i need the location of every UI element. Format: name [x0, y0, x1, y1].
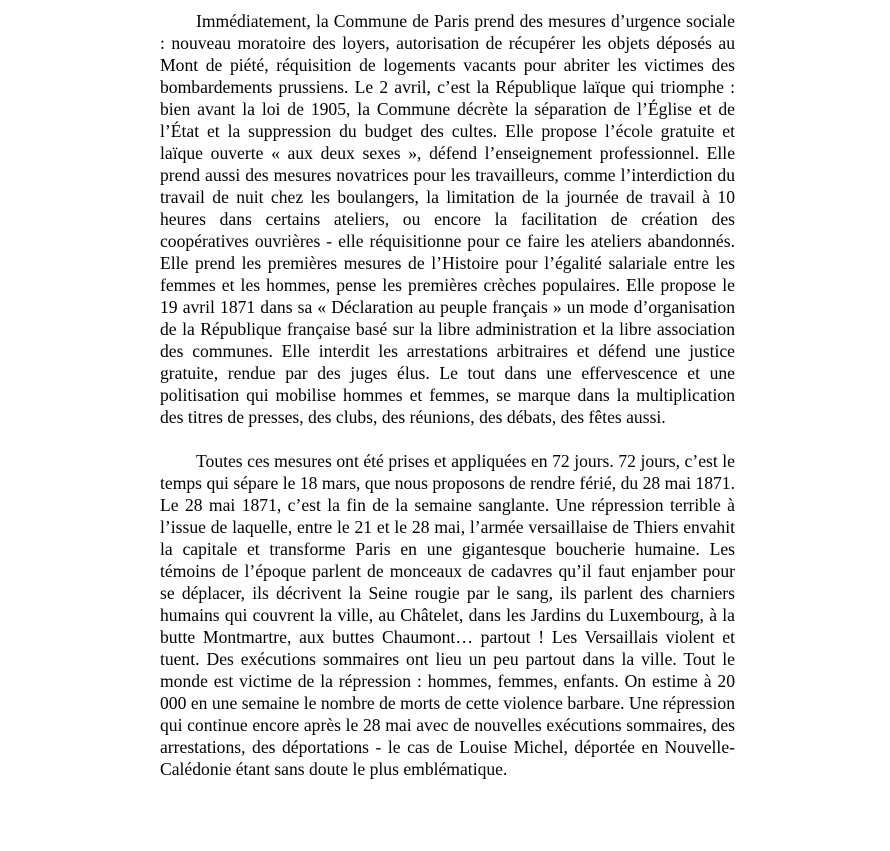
document-page: [160, 10, 735, 780]
paragraph-bloody-week: Toutes ces mesures ont été prises et appliquées en 72 jours. 72 jours, c’est le temps qui sépare le 18 mars, que nous proposons de rendre férié, du 28 mai 1871. Le 28 mai 1871, c’est la fin de la semaine sanglante. Une répression terrible à l’issue de laquelle, entre le 21 et le 28 mai, l’armée versaillaise de Thiers envahit la capitale et transforme Paris en une gigantesque boucherie humaine. Les témoins de l’époque parlent de monceaux de cadavres qu’il faut enjamber pour se déplacer, ils décrivent la Seine rougie par le sang, ils parlent des charniers humains qui couvrent la ville, au Châtelet, dans les Jardins du Luxembourg, à la butte Montmartre, aux buttes Chaumont… partout ! Les Versaillais violent et tuent. Des exécutions sommaires ont lieu un peu partout dans la ville. Tout le monde est victime de la répression : hommes, femmes, enfants. On estime à 20 000 en une semaine le nombre de morts de cette violence barbare. Une répression qui continue encore après le 28 mai avec de nouvelles exécutions sommaires, des arrestations, des déportations - le cas de Louise Michel, déportée en Nouvelle-Calédonie étant sans doute le plus emblématique.: [160, 451, 735, 779]
paragraph-commune-measures: Immédiatement, la Commune de Paris prend des mesures d’urgence sociale : nouveau moratoire des loyers, autorisation de récupérer les objets déposés au Mont de piété, réquisition de logements vacants pour abriter les victimes des bombardements prussiens. Le 2 avril, c’est la République laïque qui triomphe : bien avant la loi de 1905, la Commune décrète la séparation de l’Église et de l’État et la suppression du budget des cultes. Elle propose l’école gratuite et laïque ouverte « aux deux sexes », défend l’enseignement professionnel. Elle prend aussi des mesures novatrices pour les travailleurs, comme l’interdiction du travail de nuit chez les boulangers, la limitation de la journée de travail à 10 heures dans certains ateliers, ou encore la facilitation de création des coopératives ouvrières - elle réquisitionne pour ce faire les ateliers abandonnés. Elle prend les premières mesures de l’Histoire pour l’égalité salariale entre les femmes et les hommes, pense les premières crèches populaires. Elle propose le 19 avril 1871 dans sa « Déclaration au peuple français » un mode d’organisation de la République française basé sur la libre administration et la libre association des communes. Elle interdit les arrestations arbitraires et défend une justice gratuite, rendue par des juges élus. Le tout dans une effervescence et une politisation qui mobilise hommes et femmes, se marque dans la multiplication des titres de presses, des clubs, des réunions, des débats, des fêtes aussi.: [160, 11, 735, 427]
